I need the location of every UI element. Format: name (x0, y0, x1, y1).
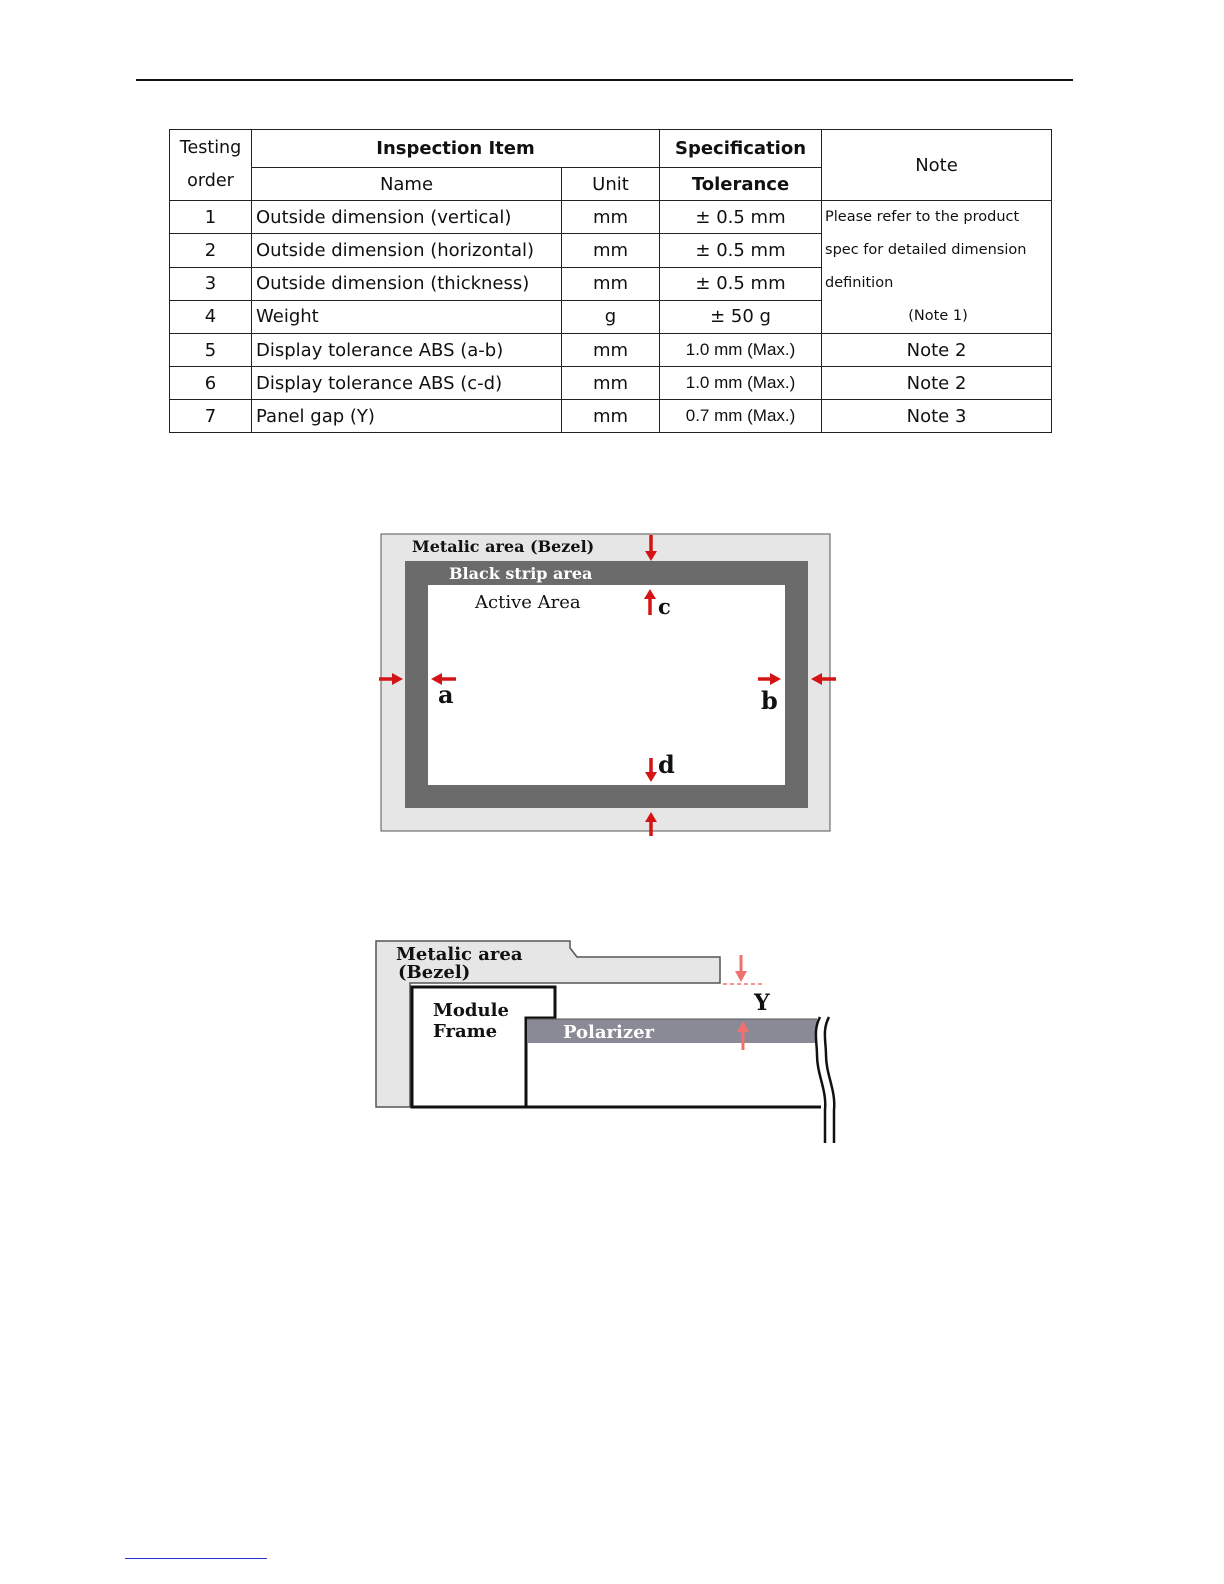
table-row (170, 400, 1052, 433)
active-area-label: Active Area (475, 592, 581, 613)
merged-note-cell (822, 201, 1052, 334)
row-order: 7 (170, 400, 252, 433)
merged-note-line1: Please refer to the product (825, 209, 1020, 225)
table-row (170, 334, 1052, 367)
label-c: c (658, 594, 671, 619)
row-order: 3 (170, 267, 252, 300)
label-d: d (658, 750, 675, 779)
header-inspection-item: Inspection Item (252, 130, 660, 168)
row-name: Display tolerance ABS (c-d) (252, 367, 562, 400)
header-testing-order-line2: order (187, 171, 234, 191)
row-unit: mm (562, 400, 660, 433)
row-order: 6 (170, 367, 252, 400)
bezel-label-line1: Metalic area (396, 944, 523, 965)
header-testing-order-line1: Testing (179, 138, 242, 158)
row-tolerance: 0.7 mm (Max.) (660, 400, 822, 433)
header-row (170, 130, 1052, 168)
row-name: Outside dimension (horizontal) (252, 234, 562, 267)
row-name: Outside dimension (vertical) (252, 201, 562, 234)
merged-note-line2: spec for detailed dimension (825, 242, 1027, 258)
row-name: Panel gap (Y) (252, 400, 562, 433)
table-row (170, 201, 1052, 234)
inspection-table (169, 129, 1052, 433)
merged-note-line4: (Note 1) (908, 308, 968, 324)
arrow-down-icon (735, 955, 747, 982)
label-b: b (761, 686, 778, 715)
row-unit: mm (562, 334, 660, 367)
row-tolerance: ± 0.5 mm (660, 234, 822, 267)
header-rule (136, 79, 1073, 81)
header-unit: Unit (562, 168, 660, 201)
bezel-label: Metalic area (Bezel) (412, 537, 595, 556)
row-tolerance: 1.0 mm (Max.) (660, 334, 822, 367)
row-name: Outside dimension (thickness) (252, 267, 562, 300)
row-tolerance: ± 0.5 mm (660, 201, 822, 234)
bezel-label-line2: (Bezel) (398, 962, 471, 983)
row-tolerance: ± 0.5 mm (660, 267, 822, 300)
polarizer-label: Polarizer (563, 1022, 655, 1043)
row-unit: mm (562, 267, 660, 300)
header-testing-order (170, 130, 252, 201)
table-row (170, 367, 1052, 400)
header-note: Note (822, 130, 1052, 201)
label-y: Y (754, 990, 770, 1016)
module-label-line1: Module (433, 1000, 509, 1021)
row-unit: mm (562, 234, 660, 267)
row-name: Display tolerance ABS (a-b) (252, 334, 562, 367)
black-strip-label: Black strip area (449, 564, 593, 583)
module-label-line2: Frame (433, 1021, 498, 1042)
label-a: a (438, 680, 454, 709)
row-unit: g (562, 300, 660, 333)
row-unit: mm (562, 201, 660, 234)
row-order: 5 (170, 334, 252, 367)
row-order: 1 (170, 201, 252, 234)
footer-link-underline (125, 1558, 267, 1559)
row-name: Weight (252, 300, 562, 333)
row-order: 2 (170, 234, 252, 267)
row-order: 4 (170, 300, 252, 333)
display-tolerance-diagram (370, 525, 850, 845)
row-note: Note 2 (822, 334, 1052, 367)
merged-note-line3: definition (825, 275, 894, 291)
header-tolerance: Tolerance (660, 168, 822, 201)
row-note: Note 2 (822, 367, 1052, 400)
row-unit: mm (562, 367, 660, 400)
break-mark (825, 1017, 834, 1143)
active-area (428, 585, 785, 785)
header-name: Name (252, 168, 562, 201)
row-tolerance: 1.0 mm (Max.) (660, 367, 822, 400)
row-note: Note 3 (822, 400, 1052, 433)
panel-gap-diagram (365, 930, 865, 1155)
header-specification: Specification (660, 130, 822, 168)
row-tolerance: ± 50 g (660, 300, 822, 333)
